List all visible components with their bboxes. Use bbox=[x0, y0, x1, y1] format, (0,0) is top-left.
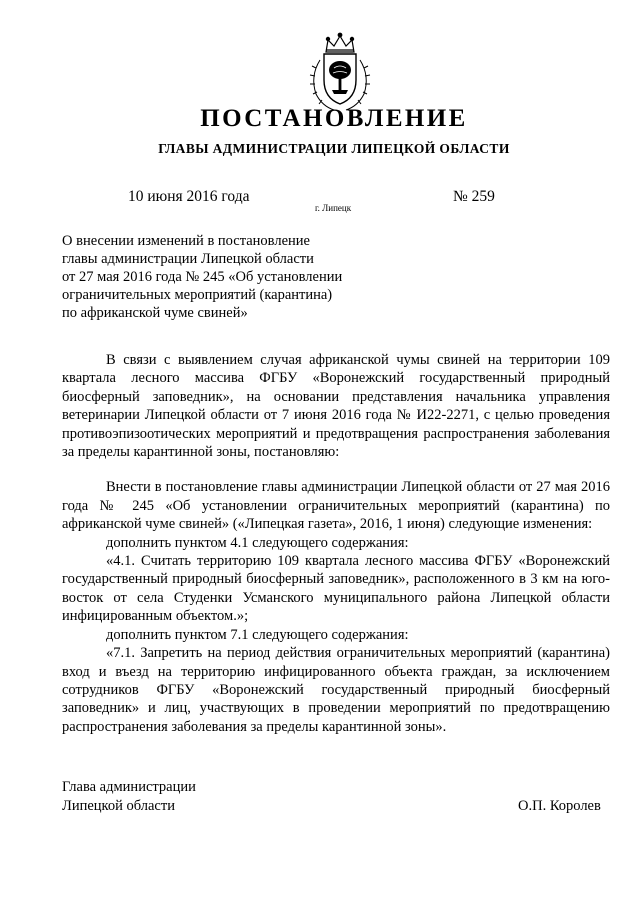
document-subtitle: ГЛАВЫ АДМИНИСТРАЦИИ ЛИПЕЦКОЙ ОБЛАСТИ bbox=[158, 141, 510, 156]
signature-position-line: Глава администрации bbox=[62, 779, 196, 795]
document-title: ПОСТАНОВЛЕНИЕ bbox=[200, 105, 468, 132]
subject-line: О внесении изменений в постановление bbox=[62, 233, 310, 249]
coat-of-arms-icon bbox=[304, 30, 376, 114]
subject-line: ограничительных мероприятий (карантина) bbox=[62, 287, 333, 303]
body-paragraph: дополнить пунктом 4.1 следующего содержания: bbox=[106, 534, 409, 551]
signature-position-line: Липецкой области bbox=[62, 798, 175, 814]
document-number: № 259 bbox=[453, 188, 495, 205]
subject-line: по африканской чуме свиней» bbox=[62, 305, 248, 321]
document-subject bbox=[62, 232, 392, 322]
body-paragraph: В связи с выявлением случая африканской чумы свиней на территории 109 квартала лесного массива ФГБУ «Воронежский государственный природный биосферный заповедник», на основании представления начальника управления ветеринарии Липецкой области от 7 июня 2016 года № И22-2271, с целью проведения противоэпизоотических мероприятий и предотвращения распространения заболевания за пределы карантинной зоны, постановляю: bbox=[62, 352, 610, 461]
document-place: г. Липецк bbox=[315, 203, 352, 213]
body-paragraph: «4.1. Считать территорию 109 квартала лесного массива ФГБУ «Воронежский государственный природный биосферный заповедник», расположенного в 3 км на юго-восток от села Студенки Усманского муниципального района Липецкой области инфицированным объектом.»; bbox=[62, 553, 610, 625]
body-paragraph: «7.1. Запретить на период действия ограничительных мероприятий (карантина) вход и въезд на территорию инфицированного объекта граждан, за исключением сотрудников ФГБУ «Воронежский государственный природный биосферный заповедник» и лиц, участвующих в проведении мероприятий по предотвращению распространения заболевания за пределы карантинной зоны». bbox=[62, 645, 610, 735]
document-body bbox=[62, 351, 610, 736]
subject-line: от 27 мая 2016 года № 245 «Об установлении bbox=[62, 269, 343, 285]
signature-name: О.П. Королев bbox=[518, 798, 601, 814]
subject-line: главы администрации Липецкой области bbox=[62, 251, 314, 267]
body-paragraph: дополнить пунктом 7.1 следующего содержания: bbox=[106, 626, 409, 643]
document-date: 10 июня 2016 года bbox=[128, 188, 250, 205]
body-paragraph: Внести в постановление главы администрации Липецкой области от 27 мая 2016 года № 245 «Об установлении ограничительных мероприятий (карантина) по африканской чуме свиней» («Липецкая газета», 2016, 1 июня) следующие изменения: bbox=[62, 479, 610, 533]
signature-position bbox=[62, 778, 196, 816]
